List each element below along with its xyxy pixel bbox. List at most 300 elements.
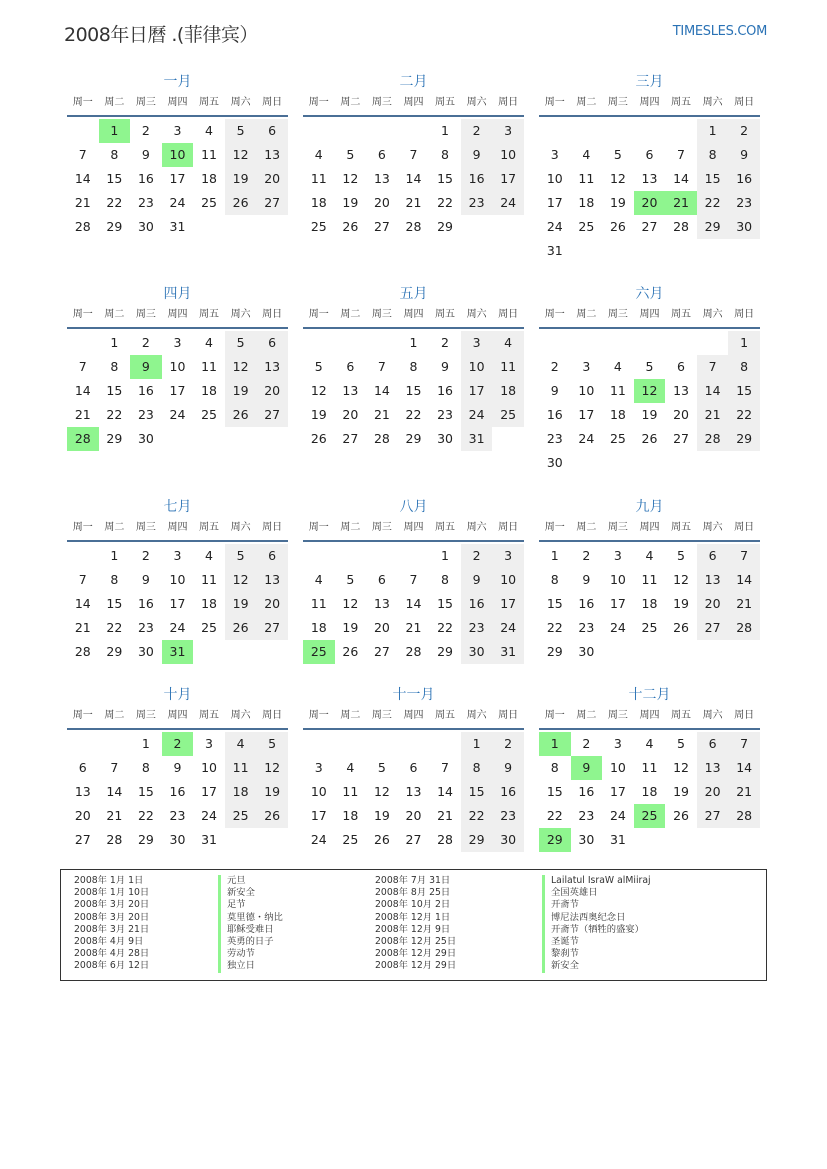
day-cell[interactable]: 8 — [141, 760, 150, 775]
day-cell[interactable]: 17 — [310, 808, 327, 823]
day-cell[interactable]: 6 — [697, 732, 729, 756]
day-cell[interactable]: 7 — [728, 732, 760, 756]
holiday-day-cell[interactable]: 28 — [67, 427, 99, 451]
day-cell[interactable]: 23 — [137, 620, 154, 635]
day-cell[interactable]: 21 — [405, 195, 422, 210]
day-cell[interactable]: 15 — [697, 167, 729, 191]
day-cell[interactable]: 5 — [377, 760, 386, 775]
day-cell[interactable]: 11 — [578, 171, 595, 186]
day-cell[interactable]: 17 — [578, 407, 595, 422]
day-cell[interactable]: 15 — [437, 596, 453, 611]
day-cell[interactable]: 30 — [437, 431, 453, 446]
day-cell[interactable]: 9 — [141, 572, 150, 587]
day-cell[interactable]: 31 — [169, 219, 186, 234]
day-cell[interactable]: 28 — [697, 427, 729, 451]
day-cell[interactable]: 26 — [225, 616, 257, 640]
day-cell[interactable]: 29 — [437, 219, 453, 234]
day-cell[interactable]: 30 — [578, 644, 595, 659]
day-cell[interactable]: 26 — [256, 804, 288, 828]
day-cell[interactable]: 19 — [225, 379, 257, 403]
day-cell[interactable]: 19 — [310, 407, 327, 422]
day-cell[interactable]: 29 — [437, 644, 453, 659]
day-cell[interactable]: 21 — [405, 620, 422, 635]
day-cell[interactable]: 11 — [201, 359, 217, 374]
day-cell[interactable]: 15 — [106, 596, 123, 611]
day-cell[interactable]: 14 — [437, 784, 453, 799]
day-cell[interactable]: 14 — [673, 171, 689, 186]
day-cell[interactable]: 25 — [492, 403, 524, 427]
day-cell[interactable]: 19 — [373, 808, 390, 823]
day-cell[interactable]: 22 — [106, 195, 123, 210]
day-cell[interactable]: 29 — [137, 832, 154, 847]
day-cell[interactable]: 30 — [137, 431, 154, 446]
day-cell[interactable]: 5 — [346, 147, 355, 162]
day-cell[interactable]: 11 — [641, 760, 658, 775]
day-cell[interactable]: 18 — [492, 379, 524, 403]
day-cell[interactable]: 25 — [225, 804, 257, 828]
day-cell[interactable]: 1 — [409, 335, 418, 350]
day-cell[interactable]: 18 — [201, 596, 217, 611]
day-cell[interactable]: 28 — [74, 219, 91, 234]
day-cell[interactable]: 4 — [205, 335, 213, 350]
day-cell[interactable]: 12 — [342, 171, 359, 186]
day-cell[interactable]: 14 — [74, 383, 91, 398]
day-cell[interactable]: 2 — [728, 119, 760, 143]
holiday-day-cell[interactable]: 9 — [571, 756, 603, 780]
day-cell[interactable]: 17 — [169, 596, 186, 611]
day-cell[interactable]: 22 — [461, 804, 493, 828]
day-cell[interactable]: 13 — [74, 784, 91, 799]
day-cell[interactable]: 13 — [256, 143, 288, 167]
day-cell[interactable]: 21 — [74, 407, 91, 422]
day-cell[interactable]: 15 — [546, 596, 563, 611]
day-cell[interactable]: 9 — [173, 760, 182, 775]
day-cell[interactable]: 20 — [373, 620, 390, 635]
day-cell[interactable]: 10 — [461, 355, 493, 379]
day-cell[interactable]: 14 — [373, 383, 390, 398]
day-cell[interactable]: 26 — [373, 832, 390, 847]
day-cell[interactable]: 27 — [641, 219, 658, 234]
day-cell[interactable]: 28 — [728, 616, 760, 640]
day-cell[interactable]: 13 — [641, 171, 658, 186]
day-cell[interactable]: 23 — [137, 407, 154, 422]
day-cell[interactable]: 27 — [256, 403, 288, 427]
day-cell[interactable]: 30 — [728, 215, 760, 239]
day-cell[interactable]: 16 — [461, 592, 493, 616]
day-cell[interactable]: 10 — [310, 784, 327, 799]
day-cell[interactable]: 28 — [106, 832, 123, 847]
day-cell[interactable]: 7 — [697, 355, 729, 379]
day-cell[interactable]: 5 — [314, 359, 323, 374]
day-cell[interactable]: 5 — [677, 736, 685, 751]
holiday-day-cell[interactable]: 2 — [162, 732, 194, 756]
day-cell[interactable]: 17 — [492, 592, 524, 616]
day-cell[interactable]: 24 — [461, 403, 493, 427]
day-cell[interactable]: 10 — [546, 171, 563, 186]
day-cell[interactable]: 16 — [437, 383, 453, 398]
day-cell[interactable]: 3 — [173, 335, 182, 350]
day-cell[interactable]: 2 — [582, 736, 591, 751]
day-cell[interactable]: 1 — [441, 123, 449, 138]
day-cell[interactable]: 11 — [641, 572, 658, 587]
day-cell[interactable]: 10 — [169, 572, 186, 587]
day-cell[interactable]: 27 — [373, 219, 390, 234]
day-cell[interactable]: 15 — [437, 171, 453, 186]
day-cell[interactable]: 21 — [728, 780, 760, 804]
day-cell[interactable]: 9 — [441, 359, 449, 374]
day-cell[interactable]: 30 — [492, 828, 524, 852]
day-cell[interactable]: 6 — [409, 760, 418, 775]
day-cell[interactable]: 7 — [110, 760, 119, 775]
day-cell[interactable]: 15 — [106, 171, 123, 186]
day-cell[interactable]: 27 — [373, 644, 390, 659]
day-cell[interactable]: 3 — [173, 548, 182, 563]
day-cell[interactable]: 31 — [492, 640, 524, 664]
day-cell[interactable]: 8 — [441, 572, 449, 587]
day-cell[interactable]: 15 — [405, 383, 422, 398]
day-cell[interactable]: 22 — [546, 620, 563, 635]
day-cell[interactable]: 7 — [441, 760, 449, 775]
day-cell[interactable]: 13 — [373, 171, 390, 186]
day-cell[interactable]: 12 — [225, 355, 257, 379]
day-cell[interactable]: 3 — [461, 331, 493, 355]
day-cell[interactable]: 13 — [697, 568, 729, 592]
day-cell[interactable]: 13 — [256, 568, 288, 592]
holiday-day-cell[interactable]: 31 — [162, 640, 194, 664]
day-cell[interactable]: 24 — [492, 191, 524, 215]
day-cell[interactable]: 27 — [697, 616, 729, 640]
day-cell[interactable]: 6 — [256, 544, 288, 568]
day-cell[interactable]: 12 — [225, 143, 257, 167]
day-cell[interactable]: 15 — [106, 383, 123, 398]
day-cell[interactable]: 23 — [461, 616, 493, 640]
day-cell[interactable]: 30 — [137, 219, 154, 234]
day-cell[interactable]: 4 — [205, 123, 213, 138]
day-cell[interactable]: 22 — [106, 620, 123, 635]
day-cell[interactable]: 18 — [310, 620, 327, 635]
day-cell[interactable]: 24 — [578, 431, 595, 446]
day-cell[interactable]: 8 — [550, 760, 559, 775]
day-cell[interactable]: 22 — [106, 407, 123, 422]
day-cell[interactable]: 12 — [342, 596, 359, 611]
day-cell[interactable]: 24 — [492, 616, 524, 640]
day-cell[interactable]: 1 — [461, 732, 493, 756]
day-cell[interactable]: 16 — [492, 780, 524, 804]
day-cell[interactable]: 14 — [74, 171, 91, 186]
day-cell[interactable]: 4 — [582, 147, 591, 162]
day-cell[interactable]: 22 — [437, 620, 453, 635]
day-cell[interactable]: 3 — [173, 123, 182, 138]
day-cell[interactable]: 19 — [342, 195, 359, 210]
day-cell[interactable]: 28 — [405, 644, 422, 659]
day-cell[interactable]: 14 — [728, 568, 760, 592]
day-cell[interactable]: 25 — [201, 195, 217, 210]
day-cell[interactable]: 17 — [169, 383, 186, 398]
day-cell[interactable]: 9 — [582, 572, 591, 587]
day-cell[interactable]: 26 — [225, 191, 257, 215]
day-cell[interactable]: 11 — [310, 171, 327, 186]
day-cell[interactable]: 26 — [673, 808, 689, 823]
day-cell[interactable]: 23 — [578, 620, 595, 635]
day-cell[interactable]: 16 — [137, 171, 154, 186]
day-cell[interactable]: 8 — [110, 359, 119, 374]
day-cell[interactable]: 20 — [697, 780, 729, 804]
day-cell[interactable]: 16 — [578, 784, 595, 799]
day-cell[interactable]: 12 — [225, 568, 257, 592]
day-cell[interactable]: 3 — [492, 544, 524, 568]
day-cell[interactable]: 11 — [342, 784, 359, 799]
day-cell[interactable]: 6 — [697, 544, 729, 568]
day-cell[interactable]: 27 — [405, 832, 422, 847]
day-cell[interactable]: 13 — [342, 383, 359, 398]
day-cell[interactable]: 20 — [256, 592, 288, 616]
day-cell[interactable]: 1 — [141, 736, 150, 751]
day-cell[interactable]: 15 — [728, 379, 760, 403]
day-cell[interactable]: 8 — [461, 756, 493, 780]
day-cell[interactable]: 7 — [728, 544, 760, 568]
day-cell[interactable]: 18 — [641, 596, 658, 611]
day-cell[interactable]: 29 — [106, 431, 123, 446]
day-cell[interactable]: 27 — [342, 431, 359, 446]
holiday-day-cell[interactable]: 21 — [665, 191, 697, 215]
day-cell[interactable]: 21 — [728, 592, 760, 616]
day-cell[interactable]: 24 — [310, 832, 327, 847]
day-cell[interactable]: 8 — [409, 359, 418, 374]
day-cell[interactable]: 30 — [137, 644, 154, 659]
holiday-day-cell[interactable]: 25 — [303, 640, 335, 664]
day-cell[interactable]: 6 — [645, 147, 654, 162]
day-cell[interactable]: 26 — [641, 431, 658, 446]
day-cell[interactable]: 11 — [310, 596, 327, 611]
day-cell[interactable]: 19 — [673, 784, 689, 799]
day-cell[interactable]: 14 — [697, 379, 729, 403]
day-cell[interactable]: 19 — [673, 596, 689, 611]
day-cell[interactable]: 29 — [728, 427, 760, 451]
day-cell[interactable]: 4 — [613, 359, 622, 374]
day-cell[interactable]: 22 — [697, 191, 729, 215]
day-cell[interactable]: 16 — [137, 596, 154, 611]
day-cell[interactable]: 27 — [256, 616, 288, 640]
day-cell[interactable]: 26 — [225, 403, 257, 427]
day-cell[interactable]: 21 — [106, 808, 123, 823]
day-cell[interactable]: 20 — [256, 379, 288, 403]
day-cell[interactable]: 23 — [492, 804, 524, 828]
day-cell[interactable]: 25 — [201, 620, 217, 635]
day-cell[interactable]: 7 — [78, 572, 87, 587]
day-cell[interactable]: 20 — [74, 808, 91, 823]
day-cell[interactable]: 8 — [441, 147, 449, 162]
day-cell[interactable]: 9 — [492, 756, 524, 780]
holiday-day-cell[interactable]: 1 — [539, 732, 571, 756]
day-cell[interactable]: 16 — [461, 167, 493, 191]
day-cell[interactable]: 17 — [546, 195, 563, 210]
day-cell[interactable]: 9 — [461, 568, 493, 592]
day-cell[interactable]: 4 — [492, 331, 524, 355]
day-cell[interactable]: 18 — [225, 780, 257, 804]
day-cell[interactable]: 20 — [256, 167, 288, 191]
holiday-day-cell[interactable]: 9 — [130, 355, 162, 379]
day-cell[interactable]: 24 — [169, 407, 186, 422]
day-cell[interactable]: 23 — [546, 431, 563, 446]
day-cell[interactable]: 11 — [201, 572, 217, 587]
day-cell[interactable]: 16 — [169, 784, 186, 799]
day-cell[interactable]: 1 — [728, 331, 760, 355]
holiday-day-cell[interactable]: 10 — [162, 143, 194, 167]
day-cell[interactable]: 31 — [546, 243, 563, 258]
day-cell[interactable]: 29 — [106, 644, 123, 659]
day-cell[interactable]: 19 — [609, 195, 626, 210]
day-cell[interactable]: 24 — [546, 219, 563, 234]
day-cell[interactable]: 29 — [405, 431, 422, 446]
day-cell[interactable]: 17 — [169, 171, 186, 186]
day-cell[interactable]: 2 — [441, 335, 449, 350]
day-cell[interactable]: 24 — [609, 808, 626, 823]
day-cell[interactable]: 2 — [461, 119, 493, 143]
day-cell[interactable]: 10 — [609, 572, 626, 587]
day-cell[interactable]: 9 — [728, 143, 760, 167]
day-cell[interactable]: 27 — [673, 431, 689, 446]
day-cell[interactable]: 24 — [169, 195, 186, 210]
holiday-day-cell[interactable]: 20 — [634, 191, 666, 215]
day-cell[interactable]: 5 — [645, 359, 654, 374]
day-cell[interactable]: 25 — [641, 620, 658, 635]
day-cell[interactable]: 19 — [256, 780, 288, 804]
day-cell[interactable]: 17 — [492, 167, 524, 191]
day-cell[interactable]: 30 — [546, 455, 563, 470]
day-cell[interactable]: 10 — [201, 760, 217, 775]
day-cell[interactable]: 12 — [673, 572, 689, 587]
day-cell[interactable]: 23 — [169, 808, 186, 823]
day-cell[interactable]: 29 — [106, 219, 123, 234]
day-cell[interactable]: 13 — [373, 596, 390, 611]
day-cell[interactable]: 13 — [697, 756, 729, 780]
day-cell[interactable]: 8 — [697, 143, 729, 167]
day-cell[interactable]: 7 — [409, 572, 418, 587]
day-cell[interactable]: 10 — [609, 760, 626, 775]
holiday-day-cell[interactable]: 12 — [634, 379, 666, 403]
day-cell[interactable]: 26 — [310, 431, 327, 446]
day-cell[interactable]: 2 — [141, 548, 150, 563]
day-cell[interactable]: 17 — [609, 596, 626, 611]
day-cell[interactable]: 19 — [225, 592, 257, 616]
day-cell[interactable]: 10 — [169, 359, 186, 374]
day-cell[interactable]: 16 — [578, 596, 595, 611]
day-cell[interactable]: 10 — [492, 568, 524, 592]
day-cell[interactable]: 2 — [461, 544, 493, 568]
day-cell[interactable]: 4 — [645, 548, 654, 563]
holiday-day-cell[interactable]: 1 — [99, 119, 131, 143]
day-cell[interactable]: 27 — [256, 191, 288, 215]
day-cell[interactable]: 19 — [225, 167, 257, 191]
day-cell[interactable]: 31 — [609, 832, 626, 847]
day-cell[interactable]: 5 — [613, 147, 622, 162]
day-cell[interactable]: 21 — [437, 808, 453, 823]
day-cell[interactable]: 17 — [609, 784, 626, 799]
site-name[interactable]: TIMESLES.COM — [672, 24, 767, 39]
day-cell[interactable]: 2 — [550, 359, 559, 374]
day-cell[interactable]: 18 — [342, 808, 359, 823]
day-cell[interactable]: 23 — [728, 191, 760, 215]
day-cell[interactable]: 13 — [673, 383, 689, 398]
day-cell[interactable]: 16 — [546, 407, 563, 422]
day-cell[interactable]: 22 — [546, 808, 563, 823]
day-cell[interactable]: 21 — [697, 403, 729, 427]
day-cell[interactable]: 3 — [613, 736, 622, 751]
day-cell[interactable]: 27 — [697, 804, 729, 828]
day-cell[interactable]: 5 — [225, 119, 257, 143]
day-cell[interactable]: 6 — [377, 572, 386, 587]
day-cell[interactable]: 6 — [677, 359, 685, 374]
day-cell[interactable]: 14 — [728, 756, 760, 780]
day-cell[interactable]: 19 — [641, 407, 658, 422]
holiday-day-cell[interactable]: 29 — [539, 828, 571, 852]
day-cell[interactable]: 1 — [550, 548, 559, 563]
day-cell[interactable]: 6 — [78, 760, 87, 775]
day-cell[interactable]: 14 — [74, 596, 91, 611]
day-cell[interactable]: 7 — [377, 359, 386, 374]
day-cell[interactable]: 19 — [342, 620, 359, 635]
day-cell[interactable]: 25 — [201, 407, 217, 422]
day-cell[interactable]: 25 — [342, 832, 359, 847]
day-cell[interactable]: 1 — [441, 548, 449, 563]
day-cell[interactable]: 6 — [346, 359, 355, 374]
day-cell[interactable]: 3 — [492, 119, 524, 143]
day-cell[interactable]: 6 — [256, 331, 288, 355]
day-cell[interactable]: 3 — [550, 147, 559, 162]
day-cell[interactable]: 21 — [373, 407, 390, 422]
day-cell[interactable]: 15 — [461, 780, 493, 804]
day-cell[interactable]: 7 — [409, 147, 418, 162]
day-cell[interactable]: 25 — [578, 219, 595, 234]
day-cell[interactable]: 14 — [405, 596, 422, 611]
day-cell[interactable]: 5 — [677, 548, 685, 563]
day-cell[interactable]: 22 — [728, 403, 760, 427]
day-cell[interactable]: 14 — [106, 784, 123, 799]
day-cell[interactable]: 5 — [225, 544, 257, 568]
day-cell[interactable]: 3 — [314, 760, 323, 775]
day-cell[interactable]: 8 — [728, 355, 760, 379]
day-cell[interactable]: 31 — [201, 832, 217, 847]
day-cell[interactable]: 12 — [373, 784, 390, 799]
day-cell[interactable]: 17 — [201, 784, 217, 799]
day-cell[interactable]: 4 — [225, 732, 257, 756]
day-cell[interactable]: 3 — [613, 548, 622, 563]
day-cell[interactable]: 27 — [74, 832, 91, 847]
day-cell[interactable]: 11 — [492, 355, 524, 379]
day-cell[interactable]: 8 — [110, 572, 119, 587]
day-cell[interactable]: 29 — [546, 644, 563, 659]
day-cell[interactable]: 20 — [673, 407, 689, 422]
day-cell[interactable]: 6 — [256, 119, 288, 143]
day-cell[interactable]: 28 — [728, 804, 760, 828]
day-cell[interactable]: 2 — [492, 732, 524, 756]
holiday-day-cell[interactable]: 25 — [634, 804, 666, 828]
day-cell[interactable]: 30 — [169, 832, 186, 847]
day-cell[interactable]: 10 — [578, 383, 595, 398]
day-cell[interactable]: 18 — [310, 195, 327, 210]
day-cell[interactable]: 29 — [461, 828, 493, 852]
day-cell[interactable]: 5 — [256, 732, 288, 756]
day-cell[interactable]: 26 — [342, 219, 359, 234]
day-cell[interactable]: 12 — [673, 760, 689, 775]
day-cell[interactable]: 4 — [346, 760, 355, 775]
day-cell[interactable]: 11 — [609, 383, 626, 398]
day-cell[interactable]: 23 — [578, 808, 595, 823]
day-cell[interactable]: 26 — [673, 620, 689, 635]
day-cell[interactable]: 3 — [205, 736, 213, 751]
day-cell[interactable]: 25 — [609, 431, 626, 446]
day-cell[interactable]: 4 — [205, 548, 213, 563]
